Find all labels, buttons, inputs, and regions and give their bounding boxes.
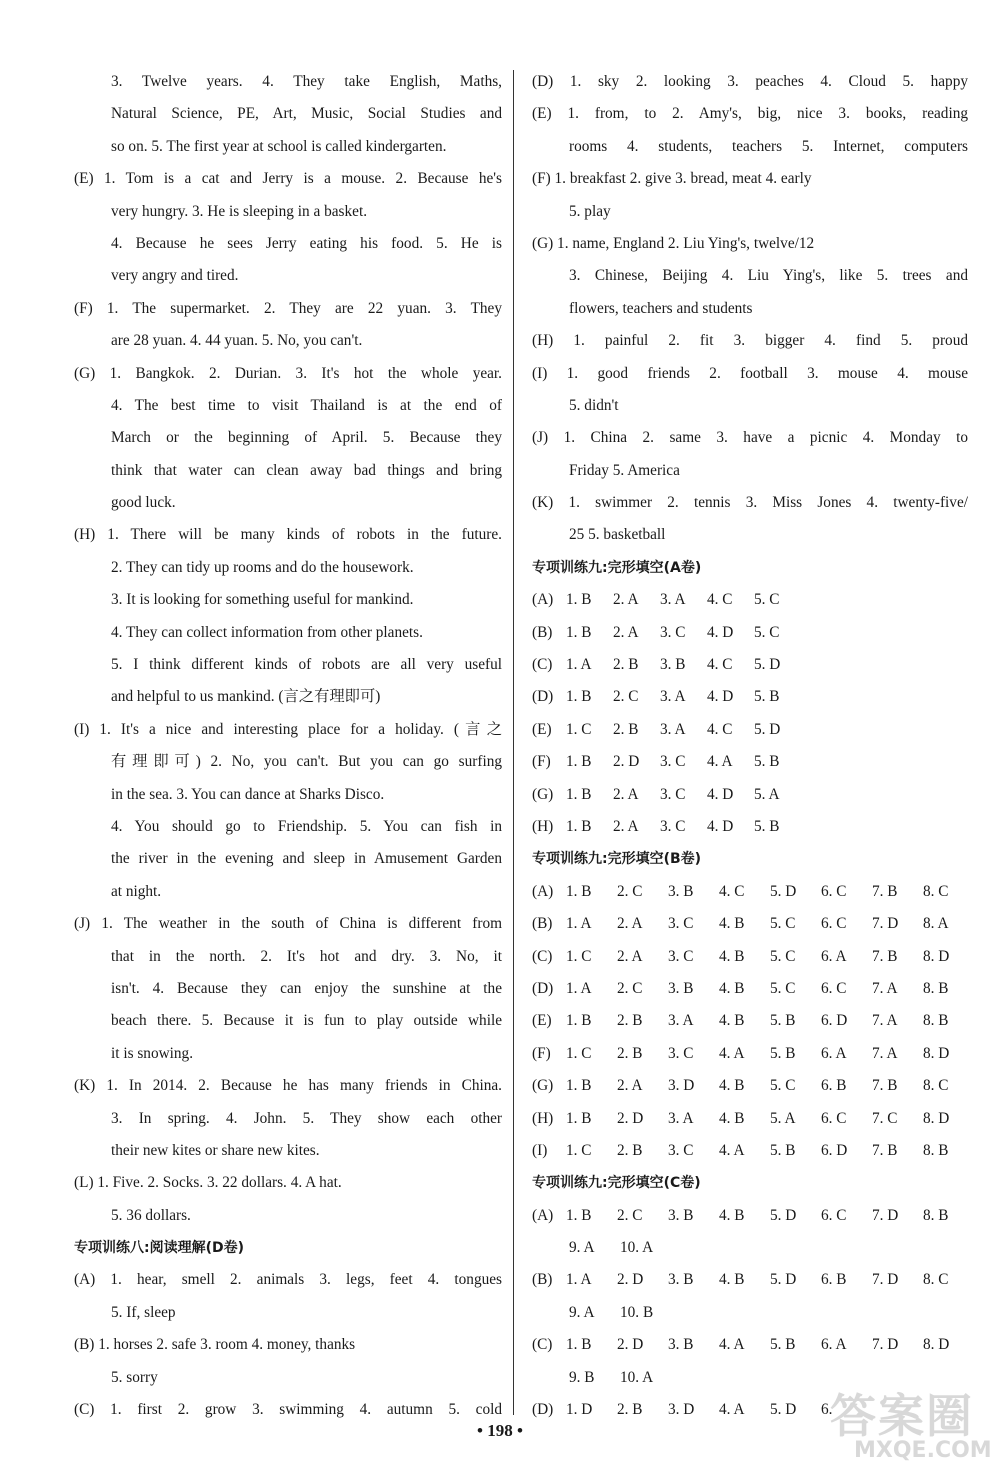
answer-item: 6. C <box>821 1109 847 1127</box>
answer-item: 5. B <box>770 1336 796 1354</box>
answer-item: 7. D <box>872 1336 899 1354</box>
answer-item: 3. C <box>660 623 686 641</box>
answer-row <box>532 1232 968 1264</box>
row-label: (E) <box>532 720 552 738</box>
answer-item: 8. B <box>923 1206 949 1224</box>
answer-line: 5. 36 dollars. <box>111 1206 191 1224</box>
row-label: (F) <box>532 1044 551 1062</box>
answer-item: 3. A <box>660 688 686 706</box>
answer-item: 7. B <box>872 1141 898 1159</box>
answer-line: (I) 1. good friends 2. football 3. mouse 4. mouse <box>532 364 968 382</box>
answer-line: (K) 1. In 2014. 2. Because he has many friends in China. <box>74 1077 502 1095</box>
row-label: (H) <box>532 817 554 835</box>
watermark-url: MXQE.COM <box>854 1438 992 1463</box>
answer-item: 4. D <box>707 785 734 803</box>
answer-item: 2. A <box>613 623 639 641</box>
answer-line: rooms 4. students, teachers 5. Internet, computers <box>569 137 968 155</box>
answer-row <box>532 617 968 649</box>
answer-row <box>532 1038 968 1070</box>
answer-line: (E) 1. from, to 2. Amy's, big, nice 3. books, reading <box>532 105 968 123</box>
row-label: (A) <box>532 591 554 609</box>
answer-item: 2. A <box>617 915 643 933</box>
section-heading: 专项训练八:阅读理解(D卷) <box>74 1240 245 1257</box>
answer-item: 3. A <box>660 591 686 609</box>
answer-item: 4. A <box>719 1044 745 1062</box>
answer-item: 2. B <box>617 1141 643 1159</box>
answer-line: isn't. 4. Because they can enjoy the sunshine at the <box>111 979 502 997</box>
answer-item: 7. B <box>872 947 898 965</box>
answer-item: 10. B <box>620 1303 654 1321</box>
answer-line: are 28 yuan. 4. 44 yuan. 5. No, you can't. <box>111 332 363 350</box>
row-label: (B) <box>532 1271 553 1289</box>
answer-item: 6. B <box>821 1077 847 1095</box>
answer-line: (D) 1. sky 2. looking 3. peaches 4. Cloud 5. happy <box>532 73 968 90</box>
answer-item: 3. A <box>668 1012 694 1030</box>
answer-item: 1. B <box>566 591 592 609</box>
answer-item: 5. B <box>770 1044 796 1062</box>
answer-line: 5. If, sleep <box>111 1303 176 1321</box>
answer-item: 1. A <box>566 915 592 933</box>
answer-item: 3. B <box>668 882 694 900</box>
answer-item: 6. <box>821 1401 833 1419</box>
answer-item: 5. C <box>770 947 796 965</box>
answer-item: 1. B <box>566 1206 592 1224</box>
answer-line: Friday 5. America <box>569 461 680 479</box>
answer-item: 5. B <box>770 1141 796 1159</box>
answer-line: 4. Because he sees Jerry eating his food. 5. He is <box>111 234 502 252</box>
answer-item: 1. B <box>566 882 592 900</box>
answer-item: 3. C <box>668 947 694 965</box>
section-heading: 专项训练九:完形填空(A卷) <box>532 559 702 576</box>
answer-item: 4. C <box>707 720 733 738</box>
answer-line: 3. Twelve years. 4. They take English, Maths, <box>111 73 502 90</box>
answer-item: 4. B <box>719 1077 745 1095</box>
answer-item: 2. A <box>613 591 639 609</box>
answer-item: 1. A <box>566 979 592 997</box>
answer-item: 1. B <box>566 1012 592 1030</box>
answer-item: 8. D <box>923 1109 950 1127</box>
answer-item: 4. A <box>719 1336 745 1354</box>
right-column <box>532 66 968 1426</box>
answer-line: 4. They can collect information from other planets. <box>111 623 423 641</box>
answer-row <box>532 1264 968 1296</box>
answer-item: 5. D <box>754 656 781 674</box>
answer-line: Natural Science, PE, Art, Music, Social Studies and <box>111 105 502 123</box>
answer-item: 2. B <box>617 1044 643 1062</box>
answer-line: (I) 1. It's a nice and interesting place for a holiday. (言之 <box>74 720 502 738</box>
answer-item: 5. C <box>754 623 780 641</box>
answer-item: 4. D <box>707 817 734 835</box>
answer-row <box>532 1103 968 1135</box>
answer-item: 8. D <box>923 1044 950 1062</box>
answer-item: 7. D <box>872 1271 899 1289</box>
answer-item: 5. C <box>754 591 780 609</box>
answer-line: 5. play <box>569 202 611 220</box>
answer-item: 5. D <box>754 720 781 738</box>
answer-item: 1. B <box>566 1109 592 1127</box>
answer-item: 5. D <box>770 1206 797 1224</box>
answer-item: 5. B <box>770 1012 796 1030</box>
answer-item: 1. A <box>566 1271 592 1289</box>
answer-item: 4. B <box>719 915 745 933</box>
answer-item: 4. C <box>707 591 733 609</box>
answer-item: 2. C <box>617 882 643 900</box>
answer-item: 3. B <box>668 979 694 997</box>
answer-item: 8. C <box>923 882 949 900</box>
answer-item: 1. C <box>566 720 592 738</box>
answer-line: (E) 1. Tom is a cat and Jerry is a mouse. 2. Because he's <box>74 170 502 188</box>
answer-item: 4. C <box>719 882 745 900</box>
answer-line: (J) 1. The weather in the south of China is different from <box>74 915 502 933</box>
answer-item: 7. B <box>872 1077 898 1095</box>
answer-row <box>532 941 968 973</box>
answer-line: in the sea. 3. You can dance at Sharks Disco. <box>111 785 385 803</box>
answer-item: 5. D <box>770 882 797 900</box>
answer-item: 2. A <box>613 817 639 835</box>
answer-item: 4. D <box>707 623 734 641</box>
answer-row <box>532 876 968 908</box>
answer-item: 2. D <box>617 1271 644 1289</box>
answer-item: 2. C <box>617 1206 643 1224</box>
answer-item: 7. D <box>872 915 899 933</box>
answer-row <box>532 681 968 713</box>
answer-line: at night. <box>111 882 162 900</box>
watermark-logo <box>820 1380 990 1468</box>
answer-line: 5. I think different kinds of robots are all very useful <box>111 656 502 674</box>
answer-item: 3. C <box>660 817 686 835</box>
answer-line: 25 5. basketball <box>569 526 666 544</box>
answer-row <box>532 1005 968 1037</box>
answer-item: 6. C <box>821 882 847 900</box>
answer-item: 6. A <box>821 1336 847 1354</box>
answer-item: 9. A <box>569 1239 595 1257</box>
row-label: (G) <box>532 1077 554 1095</box>
answer-item: 8. B <box>923 1012 949 1030</box>
section-heading: 专项训练九:完形填空(C卷) <box>532 1175 701 1192</box>
answer-item: 8. B <box>923 979 949 997</box>
answer-line: 有理即可) 2. No, you can't. But you can go surfing <box>111 753 502 771</box>
row-label: (I) <box>532 1141 548 1159</box>
answer-item: 2. D <box>617 1336 644 1354</box>
answer-item: 8. A <box>923 915 949 933</box>
answer-item: 1. B <box>566 688 592 706</box>
answer-item: 4. A <box>707 753 733 771</box>
answer-item: 2. B <box>617 1401 643 1419</box>
answer-item: 2. B <box>617 1012 643 1030</box>
answer-item: 4. B <box>719 947 745 965</box>
answer-item: 1. C <box>566 1141 592 1159</box>
answer-item: 7. A <box>872 979 898 997</box>
answer-row <box>532 811 968 843</box>
row-label: (C) <box>532 1336 553 1354</box>
answer-item: 4. B <box>719 1109 745 1127</box>
answer-item: 7. A <box>872 1012 898 1030</box>
answer-item: 3. D <box>668 1077 695 1095</box>
answer-item: 5. C <box>770 915 796 933</box>
answer-line: 3. It is looking for something useful for mankind. <box>111 591 414 609</box>
row-label: (D) <box>532 1401 554 1419</box>
answer-item: 3. B <box>660 656 686 674</box>
answer-item: 2. D <box>617 1109 644 1127</box>
answer-row <box>532 779 968 811</box>
answer-line: so on. 5. The first year at school is called kindergarten. <box>111 137 447 155</box>
answer-line: 3. In spring. 4. John. 5. They show each other <box>111 1109 502 1127</box>
row-label: (C) <box>532 947 553 965</box>
answer-item: 8. D <box>923 947 950 965</box>
row-label: (D) <box>532 979 554 997</box>
answer-line: good luck. <box>111 494 176 512</box>
answer-item: 9. B <box>569 1368 595 1386</box>
answer-item: 3. A <box>668 1109 694 1127</box>
answer-item: 4. B <box>719 1206 745 1224</box>
answer-row <box>532 1135 968 1167</box>
answer-item: 6. A <box>821 947 847 965</box>
answer-item: 10. A <box>620 1368 654 1386</box>
row-label: (A) <box>532 1206 554 1224</box>
answer-item: 4. B <box>719 1271 745 1289</box>
answer-line: (F) 1. breakfast 2. give 3. bread, meat 4. early <box>532 170 812 188</box>
answer-item: 2. D <box>613 753 640 771</box>
row-label: (G) <box>532 785 554 803</box>
answer-line: (C) 1. first 2. grow 3. swimming 4. autumn 5. cold <box>74 1401 502 1419</box>
answer-line: 2. They can tidy up rooms and do the housework. <box>111 558 414 576</box>
answer-item: 6. B <box>821 1271 847 1289</box>
answer-item: 7. C <box>872 1109 898 1127</box>
answer-row <box>532 1070 968 1102</box>
answer-item: 1. A <box>566 656 592 674</box>
answer-item: 10. A <box>620 1239 654 1257</box>
answer-item: 4. D <box>707 688 734 706</box>
column-divider <box>513 70 514 1415</box>
answer-item: 6. D <box>821 1141 848 1159</box>
answer-item: 5. A <box>770 1109 796 1127</box>
answer-line: flowers, teachers and students <box>569 299 753 317</box>
answer-line: (J) 1. China 2. same 3. have a picnic 4. Monday to <box>532 429 968 447</box>
answer-item: 5. B <box>754 688 780 706</box>
answer-line: 5. didn't <box>569 396 619 414</box>
answer-line: (G) 1. Bangkok. 2. Durian. 3. It's hot the whole year. <box>74 364 502 382</box>
row-label: (B) <box>532 915 553 933</box>
answer-line: 4. You should go to Friendship. 5. You can fish in <box>111 817 502 835</box>
answer-line: 4. The best time to visit Thailand is at the end of <box>111 396 502 414</box>
answer-item: 2. A <box>617 947 643 965</box>
row-label: (C) <box>532 656 553 674</box>
answer-item: 4. A <box>719 1141 745 1159</box>
answer-item: 4. A <box>719 1401 745 1419</box>
answer-item: 7. D <box>872 1206 899 1224</box>
answer-item: 2. C <box>613 688 639 706</box>
page-number: • 198 • <box>477 1421 523 1440</box>
answer-item: 5. B <box>754 817 780 835</box>
answer-item: 4. C <box>707 656 733 674</box>
answer-row <box>532 973 968 1005</box>
answer-item: 5. C <box>770 1077 796 1095</box>
answer-item: 2. B <box>613 720 639 738</box>
answer-line: it is snowing. <box>111 1044 194 1062</box>
answer-item: 5. D <box>770 1401 797 1419</box>
answer-item: 1. B <box>566 1077 592 1095</box>
answer-item: 3. C <box>668 915 694 933</box>
answer-item: 1. B <box>566 1336 592 1354</box>
answer-item: 4. B <box>719 1012 745 1030</box>
answer-item: 9. A <box>569 1303 595 1321</box>
answer-item: 1. D <box>566 1401 593 1419</box>
answer-line: very hungry. 3. He is sleeping in a basket. <box>111 202 368 220</box>
row-label: (E) <box>532 1012 552 1030</box>
answer-line: (G) 1. name, England 2. Liu Ying's, twelve/12 <box>532 234 815 252</box>
answer-item: 8. C <box>923 1077 949 1095</box>
answer-item: 1. B <box>566 785 592 803</box>
row-label: (D) <box>532 688 554 706</box>
answer-item: 6. C <box>821 915 847 933</box>
answer-item: 2. B <box>613 656 639 674</box>
answer-item: 4. B <box>719 979 745 997</box>
answer-item: 2. A <box>613 785 639 803</box>
answer-item: 5. D <box>770 1271 797 1289</box>
row-label: (B) <box>532 623 553 641</box>
row-label: (H) <box>532 1109 554 1127</box>
answer-item: 1. C <box>566 947 592 965</box>
answer-row <box>532 584 968 616</box>
answer-item: 1. C <box>566 1044 592 1062</box>
answer-item: 6. C <box>821 979 847 997</box>
answer-line: beach there. 5. Because it is fun to play outside while <box>111 1012 502 1030</box>
answer-line: (L) 1. Five. 2. Socks. 3. 22 dollars. 4. A hat. <box>74 1174 342 1192</box>
answer-item: 3. C <box>660 785 686 803</box>
answer-item: 5. A <box>754 785 780 803</box>
answer-item: 3. C <box>668 1141 694 1159</box>
answer-item: 8. C <box>923 1271 949 1289</box>
answer-item: 5. C <box>770 979 796 997</box>
answer-line: their new kites or share new kites. <box>111 1141 320 1159</box>
answer-item: 1. B <box>566 623 592 641</box>
answer-line: and helpful to us mankind. (言之有理即可) <box>111 688 381 706</box>
answer-row <box>532 1200 968 1232</box>
answer-line: the river in the evening and sleep in Amusement Garden <box>111 850 502 868</box>
answer-item: 3. A <box>660 720 686 738</box>
left-column <box>74 66 502 1426</box>
answer-row <box>532 908 968 940</box>
answer-item: 3. C <box>668 1044 694 1062</box>
answer-item: 8. D <box>923 1336 950 1354</box>
answer-item: 3. B <box>668 1206 694 1224</box>
answer-line: (H) 1. There will be many kinds of robots in the future. <box>74 526 502 544</box>
answer-item: 3. B <box>668 1271 694 1289</box>
row-label: (A) <box>532 882 554 900</box>
answer-item: 5. B <box>754 753 780 771</box>
answer-item: 2. C <box>617 979 643 997</box>
answer-item: 6. C <box>821 1206 847 1224</box>
answer-item: 3. B <box>668 1336 694 1354</box>
answer-line: (B) 1. horses 2. safe 3. room 4. money, thanks <box>74 1336 356 1354</box>
watermark-text: 答案圈 <box>830 1389 974 1443</box>
answer-line: March or the beginning of April. 5. Because they <box>111 429 502 447</box>
answer-row <box>532 1329 968 1361</box>
answer-line: (A) 1. hear, smell 2. animals 3. legs, feet 4. tongues <box>74 1271 502 1289</box>
answer-line: 3. Chinese, Beijing 4. Liu Ying's, like 5. trees and <box>569 267 968 285</box>
answer-item: 1. B <box>566 817 592 835</box>
answer-item: 6. A <box>821 1044 847 1062</box>
section-heading: 专项训练九:完形填空(B卷) <box>532 851 702 868</box>
answer-item: 7. A <box>872 1044 898 1062</box>
answer-item: 1. B <box>566 753 592 771</box>
answer-row <box>532 649 968 681</box>
answer-line: that in the north. 2. It's hot and dry. 3. No, it <box>111 947 502 965</box>
answer-line: (H) 1. painful 2. fit 3. bigger 4. find 5. proud <box>532 332 968 350</box>
answer-line: very angry and tired. <box>111 267 239 285</box>
answer-item: 6. D <box>821 1012 848 1030</box>
answer-line: think that water can clean away bad things and bring <box>111 461 502 479</box>
answer-item: 3. C <box>660 753 686 771</box>
answer-item: 7. B <box>872 882 898 900</box>
answer-item: 8. B <box>923 1141 949 1159</box>
answer-row <box>532 746 968 778</box>
answer-item: 3. D <box>668 1401 695 1419</box>
row-label: (F) <box>532 753 551 771</box>
answer-line: (K) 1. swimmer 2. tennis 3. Miss Jones 4. twenty-five/ <box>532 494 968 512</box>
answer-line: (F) 1. The supermarket. 2. They are 22 yuan. 3. They <box>74 299 502 317</box>
answer-line: 5. sorry <box>111 1368 158 1386</box>
answer-row <box>532 714 968 746</box>
answer-row <box>532 1297 968 1329</box>
answer-item: 2. A <box>617 1077 643 1095</box>
